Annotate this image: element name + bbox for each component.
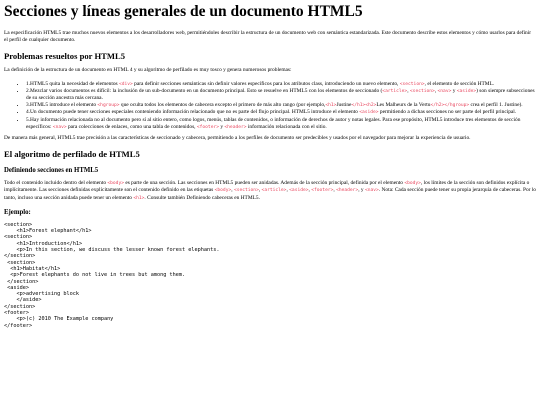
text-run: 5.Hay información relacionada no al documento pero sí al sitio entero, como logos, menús, tablas de contenidos, o información de derechos de autor y notas legales. Para ese propósito, HTML5 introduce tres elementos de sección específicos: (26, 116, 521, 130)
text-run: que oculta todos los elementos de cabecera excepto el primero de más alto rango (por ejemplo, (119, 102, 326, 109)
intro-paragraph: La especificación HTML5 trae muchos nuevos elementos a los desarrolladores web, permitiéndoles describir la estructura de un documento web con semántica estandarizada. Este documento describe estos elementos y cómo usarlos para definir el perfil de cualquier documento. (4, 30, 532, 44)
list-item (26, 117, 536, 131)
text-run: . Nota: Cada sección puede tener su propia jerarquía de cabeceras. Por lo tanto, incluso una sección anidada puede tener un elemento (4, 187, 536, 201)
list-item (26, 109, 536, 116)
text-run: , (333, 187, 337, 194)
text-run: Justine (336, 102, 352, 109)
text-run: , (286, 187, 290, 194)
inline-code-tag: <aside> (359, 110, 379, 116)
inline-code-tag: <aside> (289, 188, 309, 194)
text-run: , el elemento de sección HTML. (424, 80, 495, 87)
inline-code-tag: <article> (261, 188, 287, 194)
example-code-block: <section> <h1>Forest elephant</h1> <section> <h1>Introduction</h1> <p>In this section, we discuss the lesser known forest elephants. </section> <section> <h1>Habitat</h1> <p>Forest elephants do not live in trees but among them. </section> <aside> <p>advertising block </aside> </section> <footer> <p>(c) 2010 The Example company </footer> (4, 221, 220, 329)
text-run: información relacionada con el sitio. (246, 123, 327, 130)
inline-code-tag: <hgroup> (97, 103, 120, 109)
text-run: y (219, 123, 225, 130)
sections-subheading: Definiendo secciones en HTML5 (4, 167, 99, 175)
text-run: , (434, 87, 438, 94)
text-run: , (258, 187, 262, 194)
text-run: , y (358, 187, 365, 194)
list-item (26, 81, 536, 88)
algorithm-heading: El algoritmo de perfilado de HTML5 (4, 149, 140, 160)
text-run: , los límites de la sección son definidos explícita o implícitamente. Las secciones definidas explícitamente son el contenido definido en las etiquetas (4, 180, 530, 194)
inline-code-tag: <section> (409, 88, 435, 94)
text-run: Les Malheurs de la Vertu (376, 102, 431, 109)
text-run: , (308, 187, 312, 194)
inline-code-tag: <div> (118, 81, 133, 87)
inline-code-tag: <aside> (456, 88, 477, 94)
problems-outro: De manera más general, HTML5 trae precisión a las características de seccionado y cabecera, permitiendo a los perfiles de documento ser predecibles y usados por el navegador para mejorar la experiencia de usuario. (4, 135, 471, 142)
text-run: , (231, 187, 234, 194)
problems-lead: La definición de la estructura de un documento en HTML 4 y su algoritmo de perfilado es muy tosco y genera numerosos problemas: (4, 67, 292, 74)
problems-list (4, 81, 536, 131)
inline-code-tag: <body> (404, 181, 421, 187)
text-run: , (407, 87, 410, 94)
inline-code-tag: </h1> (351, 103, 366, 109)
text-run: 4.Un documento puede tener secciones especiales conteniendo información relacionado que no es parte del flujo principal. HTML5 introduce el elemento (26, 109, 360, 116)
inline-code-tag: <body> (214, 188, 232, 194)
inline-code-tag: <header> (224, 124, 247, 130)
inline-code-tag: <nav> (364, 188, 379, 194)
inline-code-tag: <h1> (133, 195, 145, 201)
inline-code-tag: <footer> (196, 124, 219, 130)
inline-code-tag: <nav> (437, 88, 452, 94)
text-run: 2.Mezclar varios documentos es difícil: la inclusión de un sub-documento en un documento principal. Esto se resuelve en HTML5 con los elementos de seccionado ( (26, 87, 383, 94)
text-run: 3.HTML5 introduce el elemento (26, 102, 98, 109)
example-label: Ejemplo: (4, 208, 31, 216)
text-run: ) son siempre subsecciones de su sección ancestra más cercana. (26, 87, 535, 102)
text-run: para colecciones de enlaces, como una tabla de contenidos, (66, 123, 197, 130)
text-run: para definir secciones semánticas sin definir valores específicos para los atributos class, introduciendo un nuevo elemento, (132, 80, 400, 87)
text-run: y (451, 87, 457, 94)
inline-code-tag: </h2> (430, 103, 445, 109)
inline-code-tag: <header> (336, 188, 359, 194)
text-run: Todo el contenido incluido dentro del elemento (4, 180, 108, 187)
inline-code-tag: <article> (382, 88, 408, 94)
inline-code-tag: <body> (107, 181, 124, 187)
inline-code-tag: <footer> (311, 188, 334, 194)
inline-code-tag: <nav> (52, 124, 67, 130)
list-item (26, 88, 536, 102)
page-title: Secciones y líneas generales de un documento HTML5 (4, 3, 363, 20)
text-run: . Consulte también Definiendo cabeceras en HTML5. (144, 194, 260, 201)
text-run: crea el perfil 1. Justine). (469, 102, 523, 109)
text-run: 1.HTML5 quita la necesidad de elementos (26, 80, 119, 87)
text-run: es parte de una sección. Las secciones en HTML5 pueden ser anidadas. Además de la sección principal, definida por el elemento (123, 180, 405, 187)
text-run: permitiendo a dichas secciones no ser parte del perfil principal. (378, 109, 517, 116)
problems-heading: Problemas resueltos por HTML5 (4, 51, 126, 62)
sections-paragraph (4, 180, 536, 202)
inline-code-tag: <h2> (365, 103, 377, 109)
inline-code-tag: <section> (399, 81, 425, 87)
inline-code-tag: </hgroup> (444, 103, 470, 109)
inline-code-tag: <h1> (325, 103, 337, 109)
inline-code-tag: <section> (233, 188, 259, 194)
